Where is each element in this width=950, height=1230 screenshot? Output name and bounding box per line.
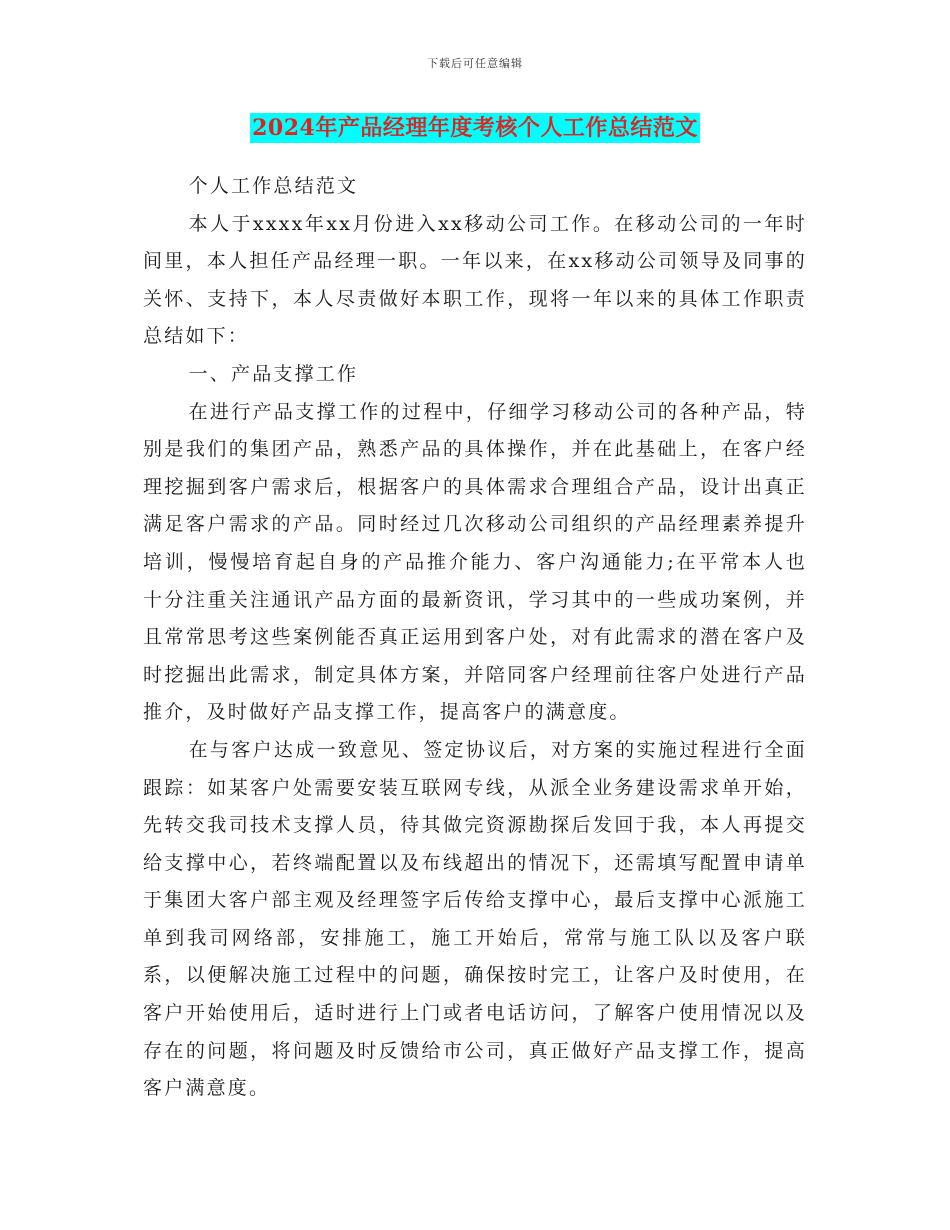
paragraph-implementation-tracking: 在与客户达成一致意见、签定协议后，对方案的实施过程进行全面跟踪：如某客户处需要安装互联网专线，从派全业务建设需求单开始，先转交我司技术支撑人员，待其做完资源勘探后发回于我，本人再提交给支撑中心，若终端配置以及布线超出的情况下，还需填写配置申请单于集团大客户部主观及经理签字后传给支撑中心，最后支撑中心派施工单到我司网络部，安排施工，施工开始后，常常与施工队以及客户联系，以便解决施工过程中的问题，确保按时完工，让客户及时使用，在客户开始使用后，适时进行上门或者电话访问，了解客户使用情况以及存在的问题，将问题及时反馈给市公司，真正做好产品支撑工作，提高客户满意度。 <box>143 738 807 1100</box>
document-title: 2024年产品经理年度考核个人工作总结范文 <box>252 115 698 141</box>
paragraph-product-support: 在进行产品支撑工作的过程中，仔细学习移动公司的各种产品，特别是我们的集团产品，熟悉产品的具体操作，并在此基础上，在客户经理挖掘到客户需求后，根据客户的具体需求合理组合产品，设计出真正满足客户需求的产品。同时经过几次移动公司组织的产品经理素养提升培训，慢慢培育起自身的产品推介能力、客户沟通能力;在平常本人也十分注重关注通讯产品方面的最新资讯，学习其中的一些成功案例，并且常常思考这些案例能否真正运用到客户处，对有此需求的潜在客户及时挖掘出此需求，制定具体方案，并陪同客户经理前往客户处进行产品推介，及时做好产品支撑工作，提高客户的满意度。 <box>143 400 807 724</box>
document-body <box>143 168 807 1108</box>
title-container <box>0 113 950 143</box>
paragraph-intro: 本人于xxxx年xx月份进入xx移动公司工作。在移动公司的一年时间里，本人担任产品经理一职。一年以来，在xx移动公司领导及同事的关怀、支持下，本人尽责做好本职工作，现将一年以来的具体工作职责总结如下： <box>143 212 807 348</box>
header-note: 下载后可任意编辑 <box>427 57 523 70</box>
section-heading-summary: 个人工作总结范文 <box>188 175 359 197</box>
section-heading-product-support: 一、产品支撑工作 <box>188 362 359 385</box>
